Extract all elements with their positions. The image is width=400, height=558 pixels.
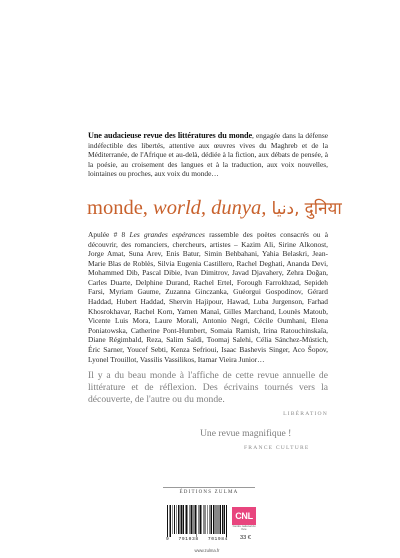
intro-text: , engagée dans la défense indéfectible des libertés, attentive aux œuvres vives du Maghreb et de la Méditerranée, de l'Afrique et au-delà, dédiée à la fiction, aux débats de pensée, à la poésie, au croisement des langues et à la traduction, aux voix nouvelles, lointaines ou proches, aux voix du monde… — [88, 131, 328, 179]
quote-france-culture: Une revue magnifique ! — [200, 428, 292, 439]
barcode-bar — [186, 505, 188, 534]
barcode-bar — [222, 505, 224, 534]
barcode-bar — [183, 505, 184, 534]
isbn-prefix: 9 — [166, 537, 170, 542]
barcode-bar — [189, 505, 190, 534]
barcode-bar — [167, 505, 168, 537]
issue-title: Les grandes espérances — [129, 230, 205, 239]
barcode-bar — [174, 505, 175, 534]
barcode-bar — [204, 505, 205, 534]
barcode-bar — [181, 505, 183, 534]
word-hindi: दुनिया — [304, 199, 342, 219]
barcode — [164, 505, 230, 549]
barcode-bar — [208, 505, 209, 534]
barcode-bar — [195, 505, 197, 534]
barcode-bar — [200, 505, 201, 534]
issue-number: Apulée # 8 — [88, 230, 130, 239]
quote-liberation: Il y a du beau monde à l'affiche de cette revue annuelle de littérature et de réflexion. Des écrivains tournés vers la découverte, de l'autre ou du monde. — [88, 370, 328, 405]
barcode-bar — [210, 505, 211, 534]
quote-source-liberation: LIBÉRATION — [283, 411, 328, 417]
barcode-bar — [180, 505, 181, 534]
intro-paragraph — [88, 131, 328, 179]
publisher-url: www.zulma.fr — [194, 548, 220, 553]
barcode-bar — [220, 505, 222, 534]
barcode-bar — [218, 505, 219, 534]
barcode-bar — [169, 505, 170, 537]
price: 33 € — [240, 535, 251, 541]
word-dunya: dunya, — [211, 197, 267, 219]
barcode-bar — [224, 505, 225, 534]
barcode-bar — [206, 505, 207, 534]
contributors-text: rassemble des poètes consacrés ou à découvrir, des romanciers, chercheurs, artistes – Kazim Ali, Sirine Alkonost, Jorge Amat, Suna Arev, Enis Batur, Simin Behbahani, Yahia Belaskri, Jean-Marie Blas de Roblès, Silvia Eugenia Castillero, Rachel Deghati, Ananda Devi, Mohammed Dib, Pascal Dibie, Ivan Dimitrov, Javad Djavahery, Zehra Doğan, Carles Duarte, Delphine Durand, Rachel Ertel, Forough Farrokhzad, Sepideh Farsi, Myriam Gaume, Zuzanna Ginczanka, Guéorgui Gospodinov, Gérard Haddad, Hubert Haddad, Shervin Hajipour, Hawad, Luba Jurgenson, Farhad Khosrokhavar, Rachel Korn, Yamen Manaï, Gilles Marchand, Lounès Matoub, Vicente Luis Mora, Laure Morali, Antonio Negri, Cécile Oumhani, Elena Poniatowska, Catherine Pont-Humbert, Somaia Ramish, Irina Ratouchinskaïa, Diane Régimbald, Reza, Salim Saïdi, Toomaj Salehi, Célia Sánchez-Mústich, Éric Sarner, Youcef Sebti, Kenza Sefrioui, Isaac Bashevis Singer, Aco Šopov, Lyonel Trouillot, Vassilis Vassilikos, Itamar Vieira Junior… — [88, 230, 328, 364]
isbn-digits — [166, 537, 228, 542]
isbn-left: 791038 — [178, 537, 199, 542]
barcode-bar — [193, 505, 194, 534]
cnl-logo: CNL — [232, 507, 256, 525]
barcode-bar — [216, 505, 217, 534]
barcode-bar — [185, 505, 186, 534]
quote-source-france-culture: FRANCE CULTURE — [244, 445, 310, 451]
word-world: world, — [153, 197, 207, 219]
word-monde: monde, — [87, 197, 148, 219]
barcode-bar — [226, 505, 227, 537]
intro-lead: Une audacieuse revue des littératures du monde — [88, 131, 253, 140]
publisher-rule — [163, 487, 255, 488]
barcode-bar — [176, 505, 177, 534]
barcode-bar — [191, 505, 193, 534]
barcode-bar — [197, 505, 198, 537]
world-line — [87, 196, 347, 221]
barcode-bar — [170, 505, 171, 537]
publisher-name: ÉDITIONS ZULMA — [179, 490, 239, 495]
word-arabic: دنيا, — [271, 199, 300, 219]
barcode-bar — [217, 505, 218, 534]
barcode-bar — [211, 505, 212, 534]
barcode-bar — [199, 505, 200, 534]
barcode-bar — [178, 505, 179, 534]
contents-paragraph — [88, 230, 328, 364]
barcode-bar — [213, 505, 215, 534]
barcode-bar — [172, 505, 173, 534]
cnl-caption: Centre national du livre — [232, 524, 256, 532]
barcode-bar — [202, 505, 203, 534]
barcode-bars — [164, 505, 230, 537]
isbn-right: 701984 — [207, 537, 228, 542]
